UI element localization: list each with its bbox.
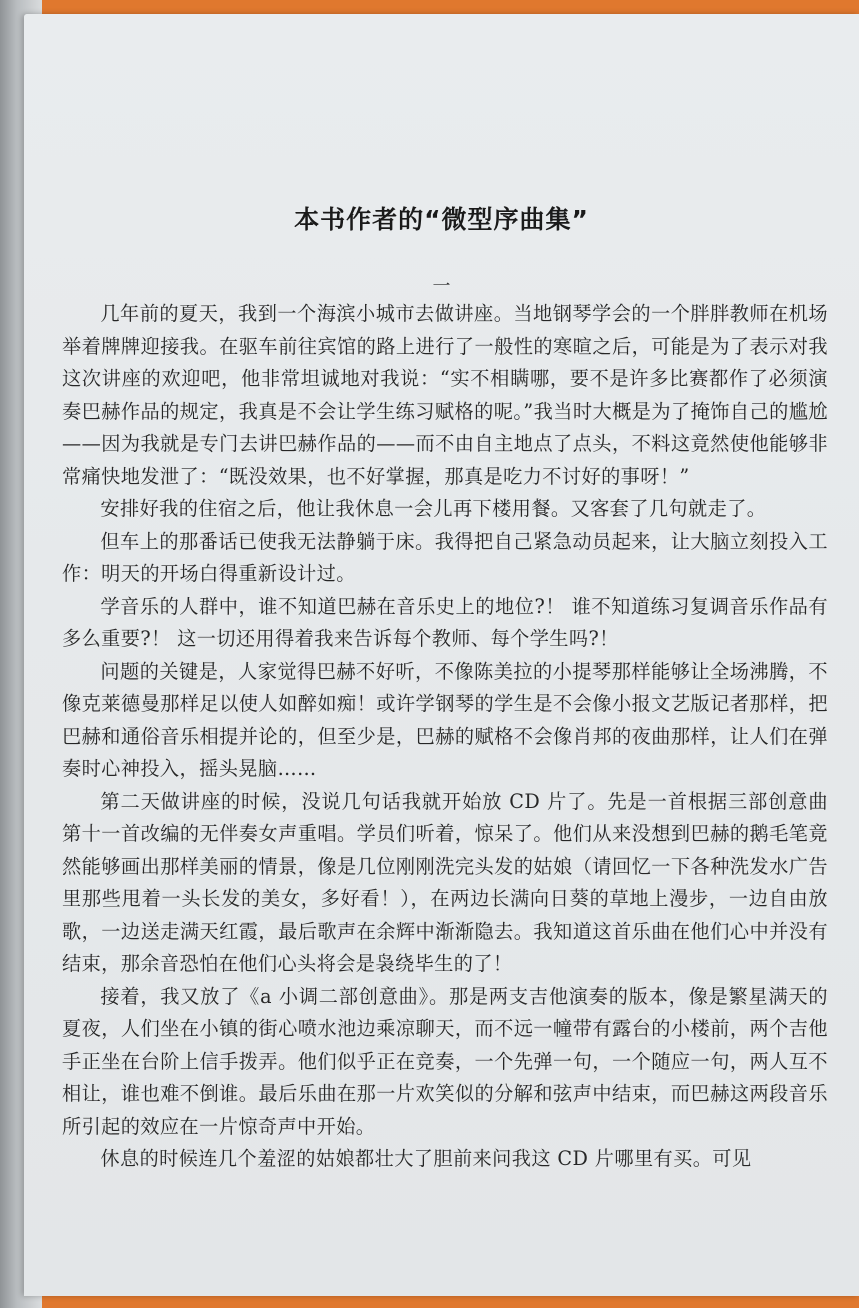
book-page — [24, 14, 859, 1296]
section-number: 一 — [432, 276, 451, 297]
paragraph: 但车上的那番话已使我无法静躺于床。我得把自己紧急动员起来，让大脑立刻投入工作：明天的开场白得重新设计过。 — [62, 529, 828, 585]
paragraph: 安排好我的住宿之后，他让我休息一会儿再下楼用餐。又客套了几句就走了。 — [100, 497, 767, 520]
paragraph: 休息的时候连几个羞涩的姑娘都壮大了胆前来问我这 CD 片哪里有买。可见 — [100, 1147, 752, 1170]
body-text — [62, 298, 828, 1176]
paragraph: 第二天做讲座的时候，没说几句话我就开始放 CD 片了。先是一首根据三部创意曲第十一首改编的无伴奏女声重唱。学员们听着，惊呆了。他们从来没想到巴赫的鹅毛笔竟然能够画出那样美丽的情景，像是几位刚刚洗完头发的姑娘（请回忆一下各种洗发水广告里那些甩着一头长发的美女，多好看！），在两边长满向日葵的草地上漫步，一边自由放歌，一边送走满天红霞，最后歌声在余辉中渐渐隐去。我知道这首乐曲在他们心中并没有结束，那余音恐怕在他们心头将会是袅绕毕生的了！ — [62, 789, 828, 975]
paragraph: 问题的关键是，人家觉得巴赫不好听，不像陈美拉的小提琴那样能够让全场沸腾，不像克莱德曼那样足以使人如醉如痴！或许学钢琴的学生是不会像小报文艺版记者那样，把巴赫和通俗音乐相提并论的，但至少是，巴赫的赋格不会像肖邦的夜曲那样，让人们在弹奏时心神投入，摇头晃脑…… — [62, 659, 828, 780]
paragraph: 接着，我又放了《a 小调二部创意曲》。那是两支吉他演奏的版本，像是繁星满天的夏夜，人们坐在小镇的街心喷水池边乘凉聊天，而不远一幢带有露台的小楼前，两个吉他手正坐在台阶上信手拨弄。他们似乎正在竞奏，一个先弹一句，一个随应一句，两人互不相让，谁也难不倒谁。最后乐曲在那一片欢笑似的分解和弦声中结束，而巴赫这两段音乐所引起的效应在一片惊奇声中开始。 — [62, 984, 828, 1138]
page-title: 本书作者的“微型序曲集” — [294, 205, 589, 234]
paragraph: 学音乐的人群中，谁不知道巴赫在音乐史上的地位?！ 谁不知道练习复调音乐作品有多么重要?！ 这一切还用得着我来告诉每个教师、每个学生吗?！ — [62, 594, 828, 650]
paragraph: 几年前的夏天，我到一个海滨小城市去做讲座。当地钢琴学会的一个胖胖教师在机场举着牌牌迎接我。在驱车前往宾馆的路上进行了一般性的寒暄之后，可能是为了表示对我这次讲座的欢迎吧，他非常坦诚地对我说：“实不相瞒哪，要不是许多比赛都作了必须演奏巴赫作品的规定，我真是不会让学生练习赋格的呢。”我当时大概是为了掩饰自己的尴尬——因为我就是专门去讲巴赫作品的——而不由自主地点了点头，不料这竟然使他能够非常痛快地发泄了：“既没效果，也不好掌握，那真是吃力不讨好的事呀！” — [62, 302, 828, 488]
